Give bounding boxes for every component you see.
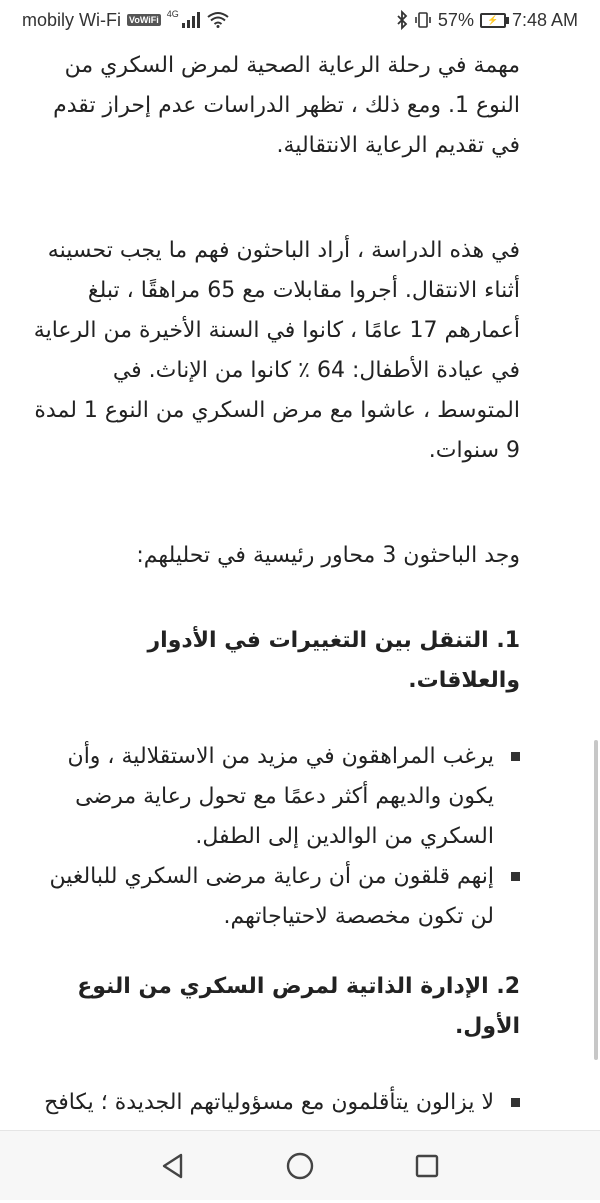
bluetooth-icon (396, 11, 408, 29)
scrollbar-thumb[interactable] (594, 740, 598, 1060)
list-item (32, 737, 494, 857)
paragraph-themes: وجد الباحثون 3 محاور رئيسية في تحليلهم: (136, 543, 520, 568)
clock: 7:48 AM (511, 9, 578, 30)
back-button[interactable] (143, 1136, 203, 1196)
article-scroll-area[interactable] (0, 40, 600, 1130)
bullet-icon (511, 1098, 520, 1107)
wifi-icon (207, 12, 229, 28)
list-item-text: لا يزالون يتأقلمون مع مسؤولياتهم الجديدة ؛ يكافح (44, 1090, 494, 1115)
recents-button[interactable] (397, 1136, 457, 1196)
status-right (396, 10, 578, 31)
list-item-text: إنهم قلقون من أن رعاية مرضى السكري للبالغين لن تكون مخصصة لاحتياجاتهم. (49, 864, 494, 929)
theme-1-list (32, 737, 520, 937)
back-triangle-icon (159, 1152, 187, 1180)
list-item-text: يرغب المراهقون في مزيد من الاستقلالية ، وأن يكون والديهم أكثر دعمًا مع تحول رعاية مرضى السكري من الوالدين إلى الطفل. (67, 744, 494, 849)
network-type-label: 4G (166, 9, 179, 19)
signal-icon (181, 12, 201, 28)
navigation-bar (0, 1130, 600, 1200)
paragraph-intro: مهمة في رحلة الرعاية الصحية لمرض السكري من النوع 1. ومع ذلك ، تظهر الدراسات عدم إحراز تقدم في تقديم الرعاية الانتقالية. (53, 53, 520, 158)
home-button[interactable] (270, 1136, 330, 1196)
bullet-icon (511, 752, 520, 761)
paragraph-study: في هذه الدراسة ، أراد الباحثون فهم ما يجب تحسينه أثناء الانتقال. أجروا مقابلات مع 65 مراهقًا ، تبلغ أعمارهم 17 عامًا ، كانوا في السنة الأخيرة من الرعاية في عيادة الأطفال: 64 ٪ كانوا من الإناث. في المتوسط ، عاشوا مع مرض السكري من النوع 1 لمدة 9 سنوات. (33, 238, 520, 463)
vibrate-icon (414, 11, 432, 29)
status-left (22, 10, 229, 31)
heading-theme-1: 1. التنقل بين التغييرات في الأدوار والعلاقات. (147, 628, 520, 693)
battery-icon: ⚡ (480, 13, 506, 28)
battery-percent: 57% (437, 9, 474, 30)
carrier-label: mobily Wi-Fi (22, 9, 121, 30)
list-item (32, 857, 494, 937)
bullet-icon (511, 872, 520, 881)
heading-theme-2: 2. الإدارة الذاتية لمرض السكري من النوع الأول. (77, 974, 520, 1039)
scrollbar[interactable] (594, 40, 598, 1130)
status-bar (0, 0, 600, 40)
article-body (0, 40, 600, 1203)
recents-square-icon (414, 1153, 440, 1179)
volte-icon: VoWiFi (129, 15, 159, 25)
home-circle-icon (285, 1151, 315, 1181)
